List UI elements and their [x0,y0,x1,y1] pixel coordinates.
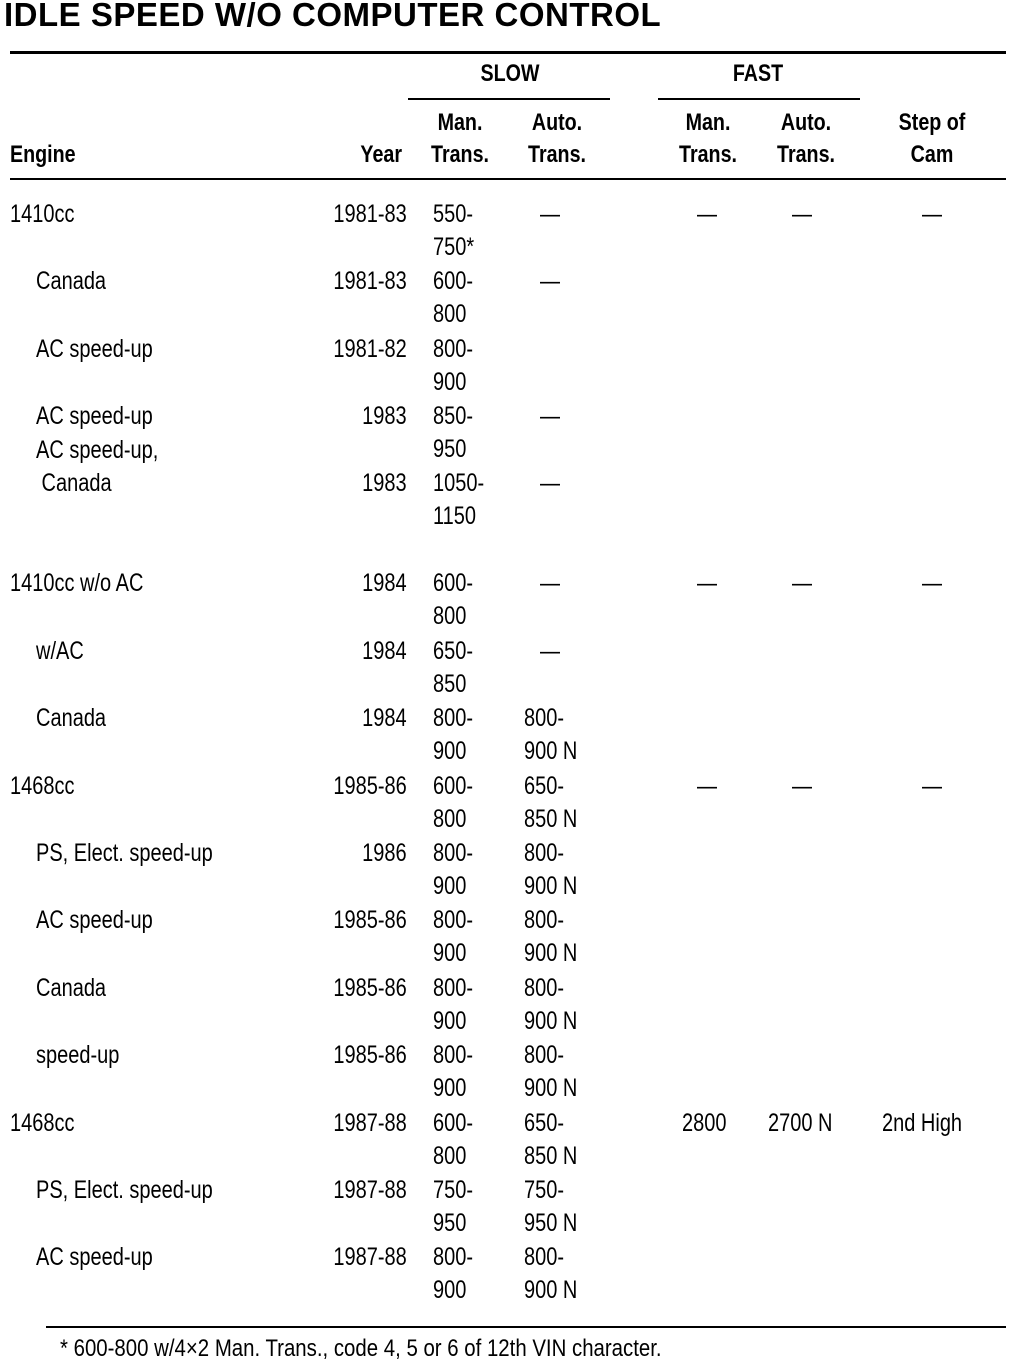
header-fast-auto-line1: Auto. [780,109,832,136]
bottom-rule [46,1326,1006,1328]
cell-fast-auto: 2700 N [768,1109,833,1137]
cell-slow-man: 750- 950 [433,1176,474,1237]
cell-slow-auto: 650- 850 N [524,772,578,833]
cell-slow-auto: — [540,200,560,228]
cell-engine: AC speed-up [36,1243,153,1271]
cell-engine: AC speed-up, Canada [36,436,159,497]
cell-fast-auto: — [792,200,812,228]
cell-fast-auto: — [792,772,812,800]
header-engine: Engine [10,141,76,168]
cell-slow-auto: 800- 900 N [524,906,578,967]
cell-engine: Canada [36,704,107,732]
cell-slow-man: 800- 900 [433,1041,474,1102]
cell-fast-auto: — [792,569,812,597]
top-rule [10,51,1006,54]
cell-slow-man: 550- 750* [433,200,475,261]
cell-slow-man: 800- 900 [433,335,474,396]
header-fast-group: FAST [732,60,784,87]
cell-slow-man: 600- 800 [433,772,474,833]
cell-engine: 1468cc [10,1109,75,1137]
cell-year: 1987-88 [333,1176,407,1204]
header-step-line1: Step of [898,109,966,136]
cell-step-of-cam: — [922,200,942,228]
cell-year: 1985-86 [333,1041,407,1069]
cell-year: 1985-86 [333,906,407,934]
cell-engine: 1410cc w/o AC [10,569,144,597]
cell-slow-auto: 650- 850 N [524,1109,578,1170]
cell-slow-auto: — [540,402,560,430]
cell-engine: Canada [36,974,107,1002]
cell-slow-auto: 800- 900 N [524,839,578,900]
cell-step-of-cam: 2nd High [882,1109,963,1137]
cell-slow-auto: 800- 900 N [524,1243,578,1304]
cell-year: 1985-86 [333,772,407,800]
cell-engine: 1468cc [10,772,75,800]
cell-year: 1981-82 [333,335,407,363]
cell-fast-man: — [697,569,717,597]
cell-step-of-cam: — [922,772,942,800]
cell-slow-auto: 750- 950 N [524,1176,578,1237]
cell-year: 1984 [362,704,407,732]
cell-slow-man: 650- 850 [433,637,474,698]
cell-slow-auto: 800- 900 N [524,1041,578,1102]
header-slow-group: SLOW [480,60,540,87]
cell-year: 1981-83 [333,200,407,228]
slow-group-underline [408,98,610,100]
footnote: * 600-800 w/4×2 Man. Trans., code 4, 5 or 6 of 12th VIN character. [60,1335,662,1362]
cell-slow-man: 600- 800 [433,1109,474,1170]
cell-slow-man: 1050- 1150 [433,469,485,530]
cell-fast-man: — [697,772,717,800]
header-fast-man-line2: Trans. [679,141,737,168]
cell-engine: PS, Elect. speed-up [36,839,213,867]
cell-engine: AC speed-up [36,335,153,363]
cell-year: 1983 [362,402,407,430]
cell-slow-man: 800- 900 [433,704,474,765]
cell-engine: 1410cc [10,200,75,228]
cell-year: 1987-88 [333,1109,407,1137]
header-year: Year [360,141,402,168]
cell-fast-man: 2800 [682,1109,727,1137]
cell-fast-man: — [697,200,717,228]
cell-engine: w/AC [36,637,84,665]
header-slow-man-line2: Trans. [431,141,489,168]
cell-year: 1984 [362,569,407,597]
cell-year: 1986 [362,839,407,867]
cell-slow-auto: — [540,637,560,665]
cell-engine: Canada [36,267,107,295]
cell-engine: PS, Elect. speed-up [36,1176,213,1204]
header-slow-man-line1: Man. [437,109,483,136]
cell-slow-auto: 800- 900 N [524,704,578,765]
header-step-line2: Cam [910,141,954,168]
cell-slow-man: 800- 900 [433,1243,474,1304]
header-rule [10,178,1006,180]
fast-group-underline [658,98,860,100]
cell-slow-man: 800- 900 [433,906,474,967]
cell-year: 1987-88 [333,1243,407,1271]
cell-year: 1984 [362,637,407,665]
header-fast-man-line1: Man. [685,109,731,136]
cell-slow-man: 800- 900 [433,974,474,1035]
cell-year: 1985-86 [333,974,407,1002]
cell-slow-man: 800- 900 [433,839,474,900]
cell-slow-auto: — [540,469,560,497]
cell-slow-man: 600- 800 [433,267,474,328]
cell-slow-auto: — [540,267,560,295]
cell-year: 1981-83 [333,267,407,295]
header-slow-auto-line1: Auto. [531,109,583,136]
cell-slow-man: 850- 950 [433,402,474,463]
header-fast-auto-line2: Trans. [777,141,835,168]
cell-slow-man: 600- 800 [433,569,474,630]
cell-step-of-cam: — [922,569,942,597]
cell-engine: AC speed-up [36,402,153,430]
page-title: IDLE SPEED W/O COMPUTER CONTROL [4,0,662,33]
header-slow-auto-line2: Trans. [528,141,586,168]
cell-slow-auto: — [540,569,560,597]
cell-slow-auto: 800- 900 N [524,974,578,1035]
cell-engine: AC speed-up [36,906,153,934]
cell-engine: speed-up [36,1041,120,1069]
cell-year: 1983 [362,469,407,497]
